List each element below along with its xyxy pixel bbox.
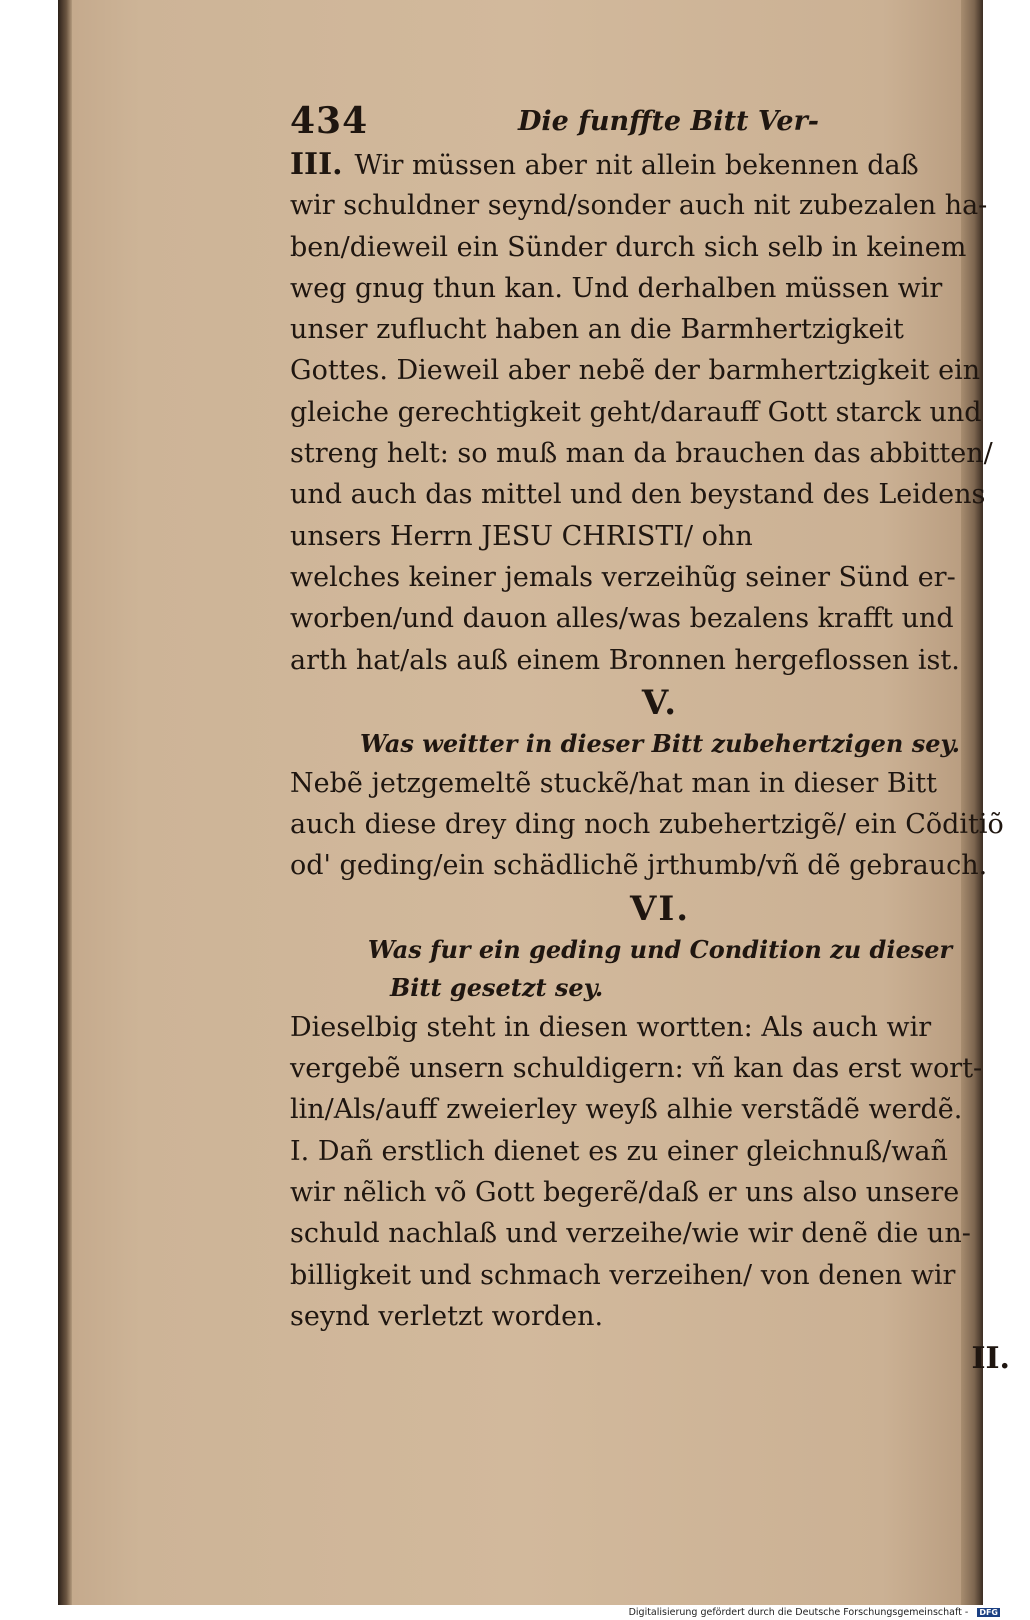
digitization-footer (0, 1605, 1000, 1620)
dfg-logo-icon: DFG (979, 1608, 998, 1617)
section-marker-iii: III. (290, 147, 343, 182)
section-vi-heading-line2: Bitt gesetzt sey. (390, 972, 604, 1002)
text-line: streng helt: so muß man da brauchen das abbitten/ (290, 438, 993, 470)
text-line: Dieselbig steht in diesen wortten: Als auch wir (290, 1011, 932, 1043)
book-page-scan (58, 0, 1010, 1605)
page-text-block (290, 100, 1030, 1381)
text-line: III. Wir müssen aber nit allein bekennen daß (290, 147, 919, 182)
text-line: seynd verletzt worden. (290, 1300, 604, 1332)
text-line: welches keiner jemals verzeihũg seiner Sünd er- (290, 561, 956, 593)
text-line: Nebẽ jetzgemeltẽ stuckẽ/hat man in dieser Bitt (290, 767, 938, 799)
text-line: billigkeit und schmach verzeihen/ von denen wir (290, 1259, 956, 1291)
text-line: od' geding/ein schädlichẽ jrthumb/vñ dẽ gebrauch. (290, 850, 988, 882)
text-line: I. Dañ erstlich dienet es zu einer gleichnuß/wañ (290, 1135, 948, 1167)
page-header (290, 100, 1030, 144)
text-line: ben/dieweil ein Sünder durch sich selb in keinem (290, 231, 967, 263)
text-line: weg gnug thun kan. Und derhalben müssen wir (290, 272, 943, 304)
text-line: unser zuflucht haben an die Barmhertzigkeit (290, 314, 904, 346)
text-line: vergebẽ unsern schuldigern: vñ kan das erst wort- (290, 1053, 983, 1085)
section-iii-paragraph (290, 144, 1030, 681)
text-line: auch diese drey ding noch zubehertzigẽ/ ein Cõditiõ (290, 809, 1004, 841)
text-line: wir nẽlich võ Gott begerẽ/daß er uns also unsere (290, 1176, 960, 1208)
section-numeral-v: V. (641, 682, 679, 723)
text-line: worben/und dauon alles/was bezalens krafft und (290, 603, 954, 635)
section-v-paragraph (290, 763, 1030, 887)
section-v-heading: Was weitter in dieser Bitt zubehertzigen sey. (359, 728, 961, 758)
section-numeral-vi: VI. (629, 888, 691, 929)
text-line: wir schuldner seynd/sonder auch nit zubezalen ha- (290, 190, 988, 222)
page-number: 434 (290, 100, 369, 142)
text-line: unsers Herrn JESU CHRISTI/ ohn (290, 520, 753, 552)
section-vi-heading-line1: Was fur ein geding und Condition zu dieser (367, 934, 953, 964)
text-line: und auch das mittel und den beystand des Leidens (290, 479, 986, 511)
text-line: gleiche gerechtigkeit geht/darauff Gott starck und (290, 396, 982, 428)
text-line: arth hat/als auß einem Bronnen hergeflossen ist. (290, 644, 960, 676)
funding-credit: Digitalisierung gefördert durch die Deutsche Forschungsgemeinschaft - (628, 1607, 969, 1618)
catchword: II. (971, 1341, 1010, 1377)
section-vi-paragraph (290, 1007, 1030, 1337)
running-head: Die funffte Bitt Ver- (518, 106, 820, 137)
text-line: schuld nachlaß und verzeihe/wie wir denẽ die un- (290, 1218, 971, 1250)
text-line: Gottes. Dieweil aber nebẽ der barmhertzigkeit ein (290, 355, 981, 387)
page-left-edge (58, 0, 72, 1605)
text-line: lin/Als/auff zweierley weyß alhie verstãdẽ werdẽ. (290, 1094, 963, 1126)
